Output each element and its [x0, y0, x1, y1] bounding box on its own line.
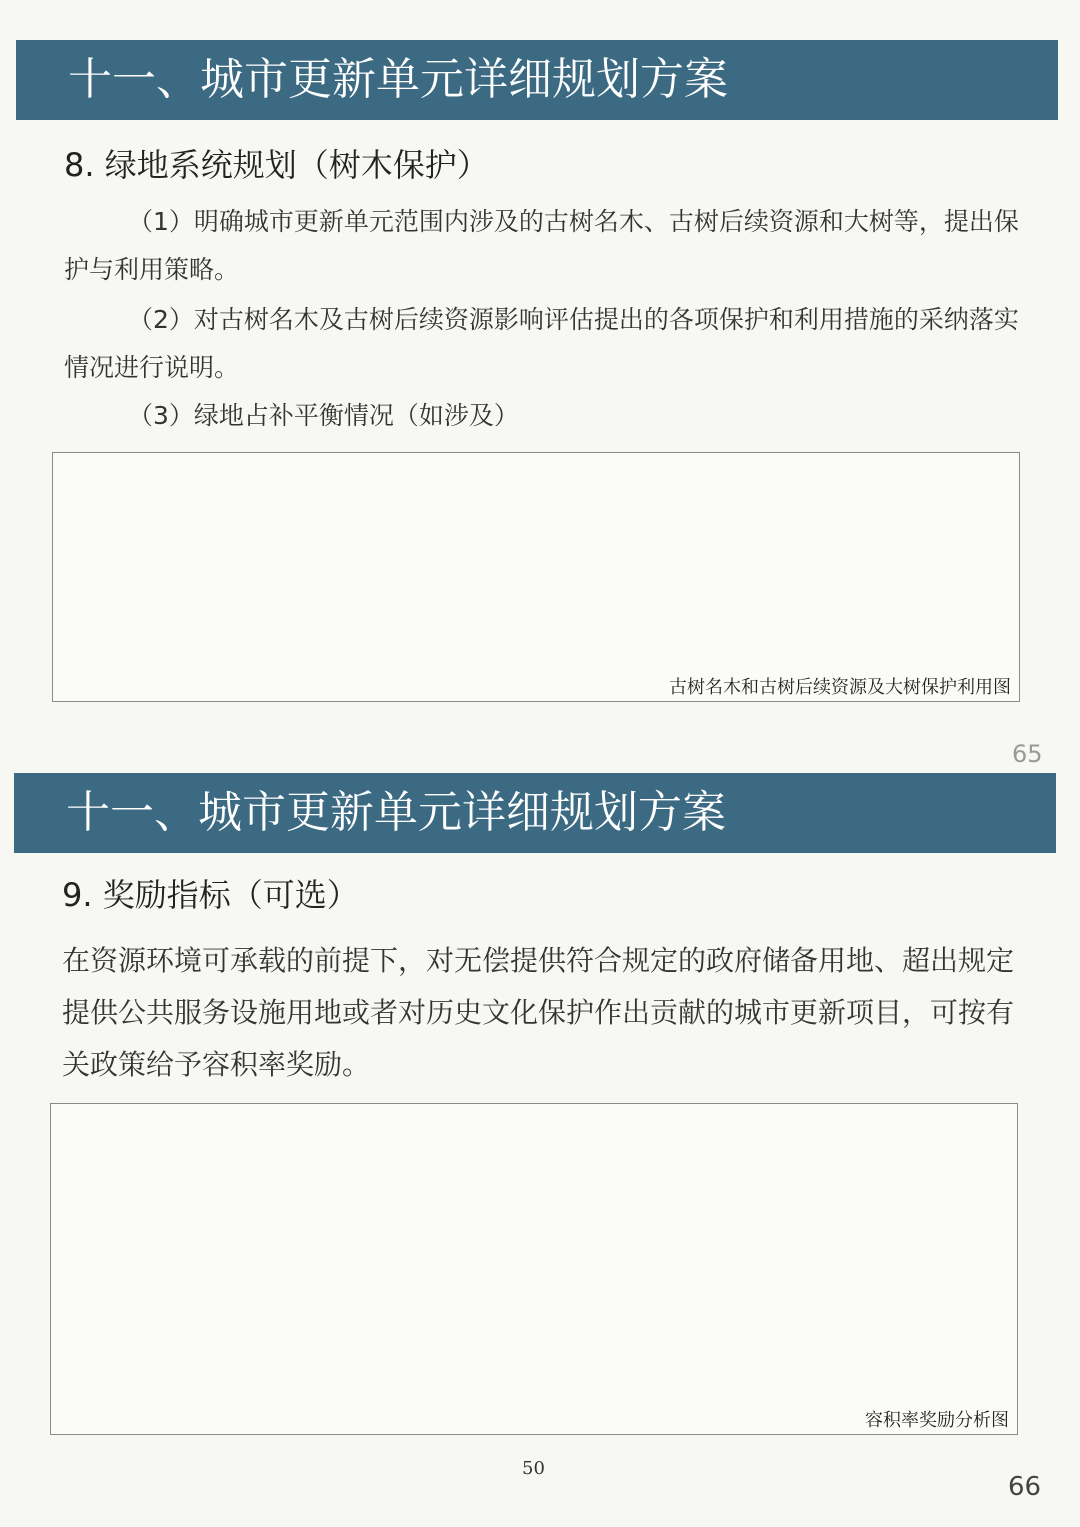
page2-footer-number: 50	[522, 1458, 545, 1479]
page2-section-heading: 9. 奖励指标（可选）	[62, 876, 359, 914]
page1-paragraph-1: （1）明确城市更新单元范围内涉及的古树名木、古树后续资源和大树等，提出保护与利用策略。	[64, 207, 1019, 284]
page2-figure-caption: 容积率奖励分析图	[865, 1410, 1009, 1431]
page1-figure-caption: 古树名木和古树后续资源及大树保护利用图	[669, 677, 1011, 698]
page2-page-number: 66	[1008, 1472, 1042, 1502]
page1-figure-frame	[52, 452, 1020, 702]
page1-section-heading: 8. 绿地系统规划（树木保护）	[64, 146, 489, 184]
page1-page-number: 65	[1012, 740, 1043, 768]
page2-banner: 十一、城市更新单元详细规划方案	[14, 773, 1056, 853]
page2-paragraph-1: 在资源环境可承载的前提下，对无偿提供符合规定的政府储备用地、超出规定提供公共服务设施用地或者对历史文化保护作出贡献的城市更新项目，可按有关政策给予容积率奖励。	[62, 944, 1015, 1081]
page1-banner: 十一、城市更新单元详细规划方案	[16, 40, 1058, 120]
page1-paragraph-3: （3）绿地占补平衡情况（如涉及）	[128, 401, 519, 430]
page1-paragraph-2: （2）对古树名木及古树后续资源影响评估提出的各项保护和利用措施的采纳落实情况进行说明。	[64, 305, 1019, 382]
page2-figure-frame	[50, 1103, 1018, 1435]
